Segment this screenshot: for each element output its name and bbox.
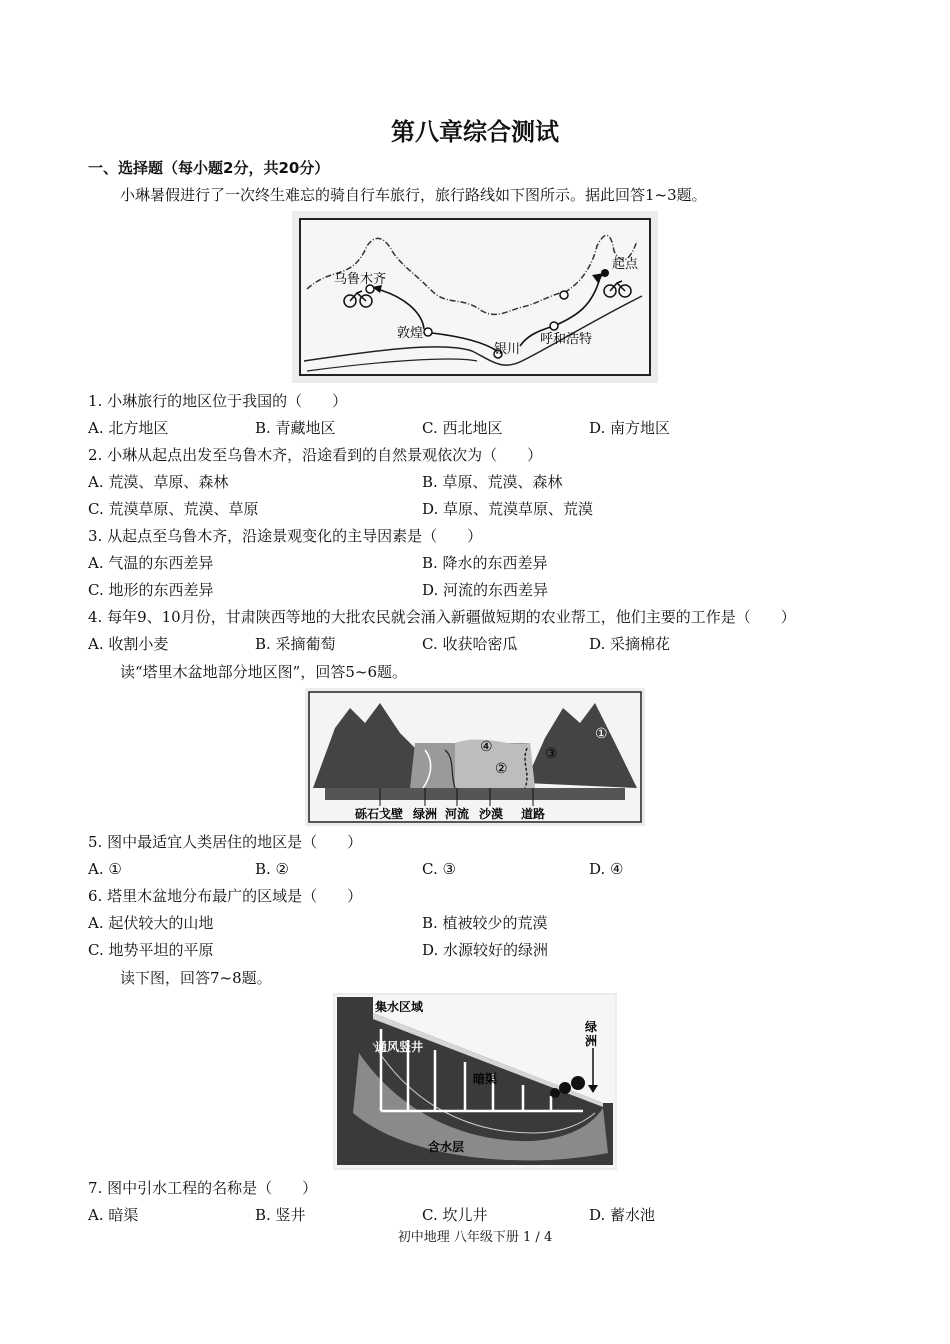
label-yinchuan: 银川 xyxy=(494,342,521,357)
karez-figure xyxy=(333,993,617,1170)
q7-option-b: B. 竖井 xyxy=(255,1206,306,1224)
q1-option-d: D. 南方地区 xyxy=(589,419,671,437)
label-n3: ③ xyxy=(545,746,558,762)
q1-stem: 1. 小琳旅行的地区位于我国的（ ） xyxy=(88,392,348,410)
intro-text: 读下图，回答7~8题。 xyxy=(120,969,272,987)
q4-option-d: D. 采摘棉花 xyxy=(589,635,671,653)
intro-text: 小琳暑假进行了一次终生难忘的骑自行车旅行，旅行路线如下图所示。据此回答1~3题。 xyxy=(120,186,707,204)
q7-stem: 7. 图中引水工程的名称是（ ） xyxy=(88,1179,318,1197)
q5-option-c: C. ③ xyxy=(422,860,456,878)
label-urumqi: 乌鲁木齐 xyxy=(334,272,387,287)
section-heading: 一、选择题（每小题2分，共20分） xyxy=(88,159,330,177)
q5-stem: 5. 图中最适宜人类居住的地区是（ ） xyxy=(88,833,363,851)
q7-option-d: D. 蓄水池 xyxy=(589,1206,656,1224)
q2-option-b: B. 草原、荒漠、森林 xyxy=(422,473,563,491)
label-oasis: 绿洲 xyxy=(413,807,438,821)
q6-option-b: B. 植被较少的荒漠 xyxy=(422,914,548,932)
intro-text: 读“塔里木盆地部分地区图”，回答5~6题。 xyxy=(120,663,407,681)
q3-option-c: C. 地形的东西差异 xyxy=(88,581,214,599)
label-canal: 暗渠 xyxy=(473,1072,498,1086)
q6-option-c: C. 地势平坦的平原 xyxy=(88,941,214,959)
label-start: 起点 xyxy=(612,257,639,272)
label-n1: ① xyxy=(595,726,608,742)
label-catchment: 集水区域 xyxy=(375,1000,424,1014)
q1-option-c: C. 西北地区 xyxy=(422,419,503,437)
q3-stem: 3. 从起点至乌鲁木齐，沿途景观变化的主导因素是（ ） xyxy=(88,527,483,545)
q3-option-b: B. 降水的东西差异 xyxy=(422,554,548,572)
q1-option-a: A. 北方地区 xyxy=(88,419,169,437)
page-footer: 初中地理 八年级下册 1 / 4 xyxy=(397,1230,553,1245)
label-road: 道路 xyxy=(521,807,546,821)
q5-option-b: B. ② xyxy=(255,860,290,878)
q1-option-b: B. 青藏地区 xyxy=(255,419,336,437)
q5-option-d: D. ④ xyxy=(589,860,624,878)
label-oasis-1: 绿 xyxy=(585,1020,598,1034)
q7-option-c: C. 坎儿井 xyxy=(422,1206,488,1224)
q4-option-a: A. 收割小麦 xyxy=(88,635,169,653)
label-desert: 沙漠 xyxy=(479,807,504,821)
label-river: 河流 xyxy=(445,807,470,821)
route-map-figure xyxy=(292,211,658,383)
label-shaft: 通风竖井 xyxy=(375,1040,424,1054)
q6-option-d: D. 水源较好的绿洲 xyxy=(422,941,549,959)
q6-option-a: A. 起伏较大的山地 xyxy=(88,914,214,932)
q6-stem: 6. 塔里木盆地分布最广的区域是（ ） xyxy=(88,887,363,905)
q2-option-a: A. 荒漠、草原、森林 xyxy=(88,473,229,491)
q2-option-c: C. 荒漠草原、荒漠、草原 xyxy=(88,500,259,518)
label-hohhot: 呼和浩特 xyxy=(540,332,593,347)
label-n2: ② xyxy=(495,761,508,777)
label-aquifer: 含水层 xyxy=(428,1140,465,1154)
q2-option-d: D. 草原、荒漠草原、荒漠 xyxy=(422,500,594,518)
q3-option-a: A. 气温的东西差异 xyxy=(88,554,214,572)
page-title: 第八章综合测试 xyxy=(391,118,559,146)
q4-option-b: B. 采摘葡萄 xyxy=(255,635,336,653)
tarim-basin-figure xyxy=(305,688,645,826)
q4-option-c: C. 收获哈密瓜 xyxy=(422,635,518,653)
q4-stem: 4. 每年9、10月份，甘肃陕西等地的大批农民就会涌入新疆做短期的农业帮工，他们主要的工作是（ ） xyxy=(88,608,796,626)
q2-stem: 2. 小琳从起点出发至乌鲁木齐，沿途看到的自然景观依次为（ ） xyxy=(88,446,543,464)
q7-option-a: A. 暗渠 xyxy=(88,1206,139,1224)
label-dunhuang: 敦煌 xyxy=(397,326,424,341)
label-n4: ④ xyxy=(480,739,493,755)
q5-option-a: A. ① xyxy=(88,860,122,878)
q3-option-d: D. 河流的东西差异 xyxy=(422,581,549,599)
label-gobi: 砾石戈壁 xyxy=(355,807,404,821)
label-oasis-2: 洲 xyxy=(585,1034,598,1048)
